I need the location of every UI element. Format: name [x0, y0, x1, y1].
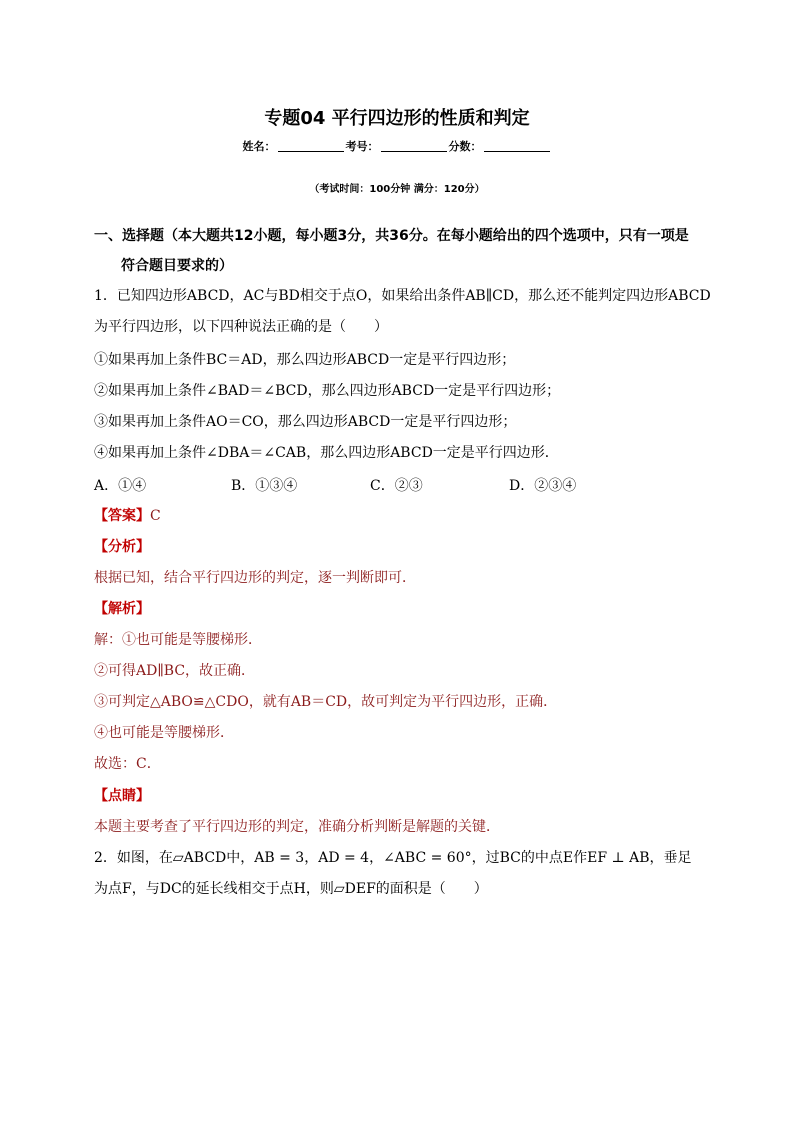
q2-stem-line1: 2．如图，在▱ABCD中，AB = 3，AD = 4，∠ABC = 60°，过BC的中点E作EF ⊥ AB，垂足 [94, 850, 692, 866]
section-heading-line1: 一、选择题（本大题共12小题，每小题3分，共36分。在每小题给出的四个选项中，只有一项是 [94, 228, 689, 244]
solution-line-5: 故选：C． [94, 756, 161, 772]
comment-text: 本题主要考查了平行四边形的判定，准确分析判断是解题的关键． [94, 819, 500, 835]
student-info-line [0, 138, 794, 154]
q2-stem-line2: 为点F，与DC的延长线相交于点H，则▱DEF的面积是（ ） [94, 881, 488, 897]
page-title: 专题04 平行四边形的性质和判定 [264, 108, 530, 129]
solution-label: 【解析】 [94, 601, 150, 617]
q1-stem-line1: 1．已知四边形ABCD，AC与BD相交于点O，如果给出条件AB∥CD，那么还不能判定四边形ABCD [94, 288, 711, 304]
name-label: 姓名： [242, 140, 276, 153]
score-blank[interactable] [484, 141, 550, 152]
analysis-text: 根据已知，结合平行四边形的判定，逐一判断即可． [94, 570, 416, 586]
comment-label: 【点睛】 [94, 788, 150, 804]
q1-statement-1: ①如果再加上条件BC＝AD，那么四边形ABCD一定是平行四边形； [94, 352, 516, 368]
name-blank[interactable] [278, 141, 344, 152]
q1-option-a: A．①④ [94, 478, 147, 494]
solution-line-4: ④也可能是等腰梯形． [94, 725, 234, 741]
q1-option-d: D．②③④ [509, 478, 577, 494]
q1-statement-3: ③如果再加上条件AO＝CO，那么四边形ABCD一定是平行四边形； [94, 414, 517, 430]
q1-option-b: B．①③④ [231, 478, 298, 494]
solution-line-2: ②可得AD∥BC，故正确． [94, 663, 256, 679]
exam-number-blank[interactable] [381, 141, 447, 152]
solution-line-3: ③可判定△ABO≌△CDO，就有AB＝CD，故可判定为平行四边形，正确． [94, 694, 558, 710]
exam-note: （考试时间：100分钟 满分：120分） [309, 184, 485, 195]
score-label: 分数： [448, 140, 482, 153]
q1-answer [94, 506, 161, 526]
q1-option-c: C．②③ [370, 478, 423, 494]
q1-statement-2: ②如果再加上条件∠BAD＝∠BCD，那么四边形ABCD一定是平行四边形； [94, 383, 561, 399]
analysis-label: 【分析】 [94, 539, 150, 555]
answer-label: 【答案】 [94, 508, 150, 524]
q1-statement-4: ④如果再加上条件∠DBA＝∠CAB，那么四边形ABCD一定是平行四边形． [94, 445, 559, 461]
exam-number-label: 考号： [345, 140, 379, 153]
q1-stem-line2: 为平行四边形，以下四种说法正确的是（ ） [94, 319, 388, 335]
answer-value: C [150, 508, 161, 524]
solution-line-1: 解：①也可能是等腰梯形． [94, 632, 262, 648]
section-heading-line2: 符合题目要求的） [121, 258, 233, 274]
